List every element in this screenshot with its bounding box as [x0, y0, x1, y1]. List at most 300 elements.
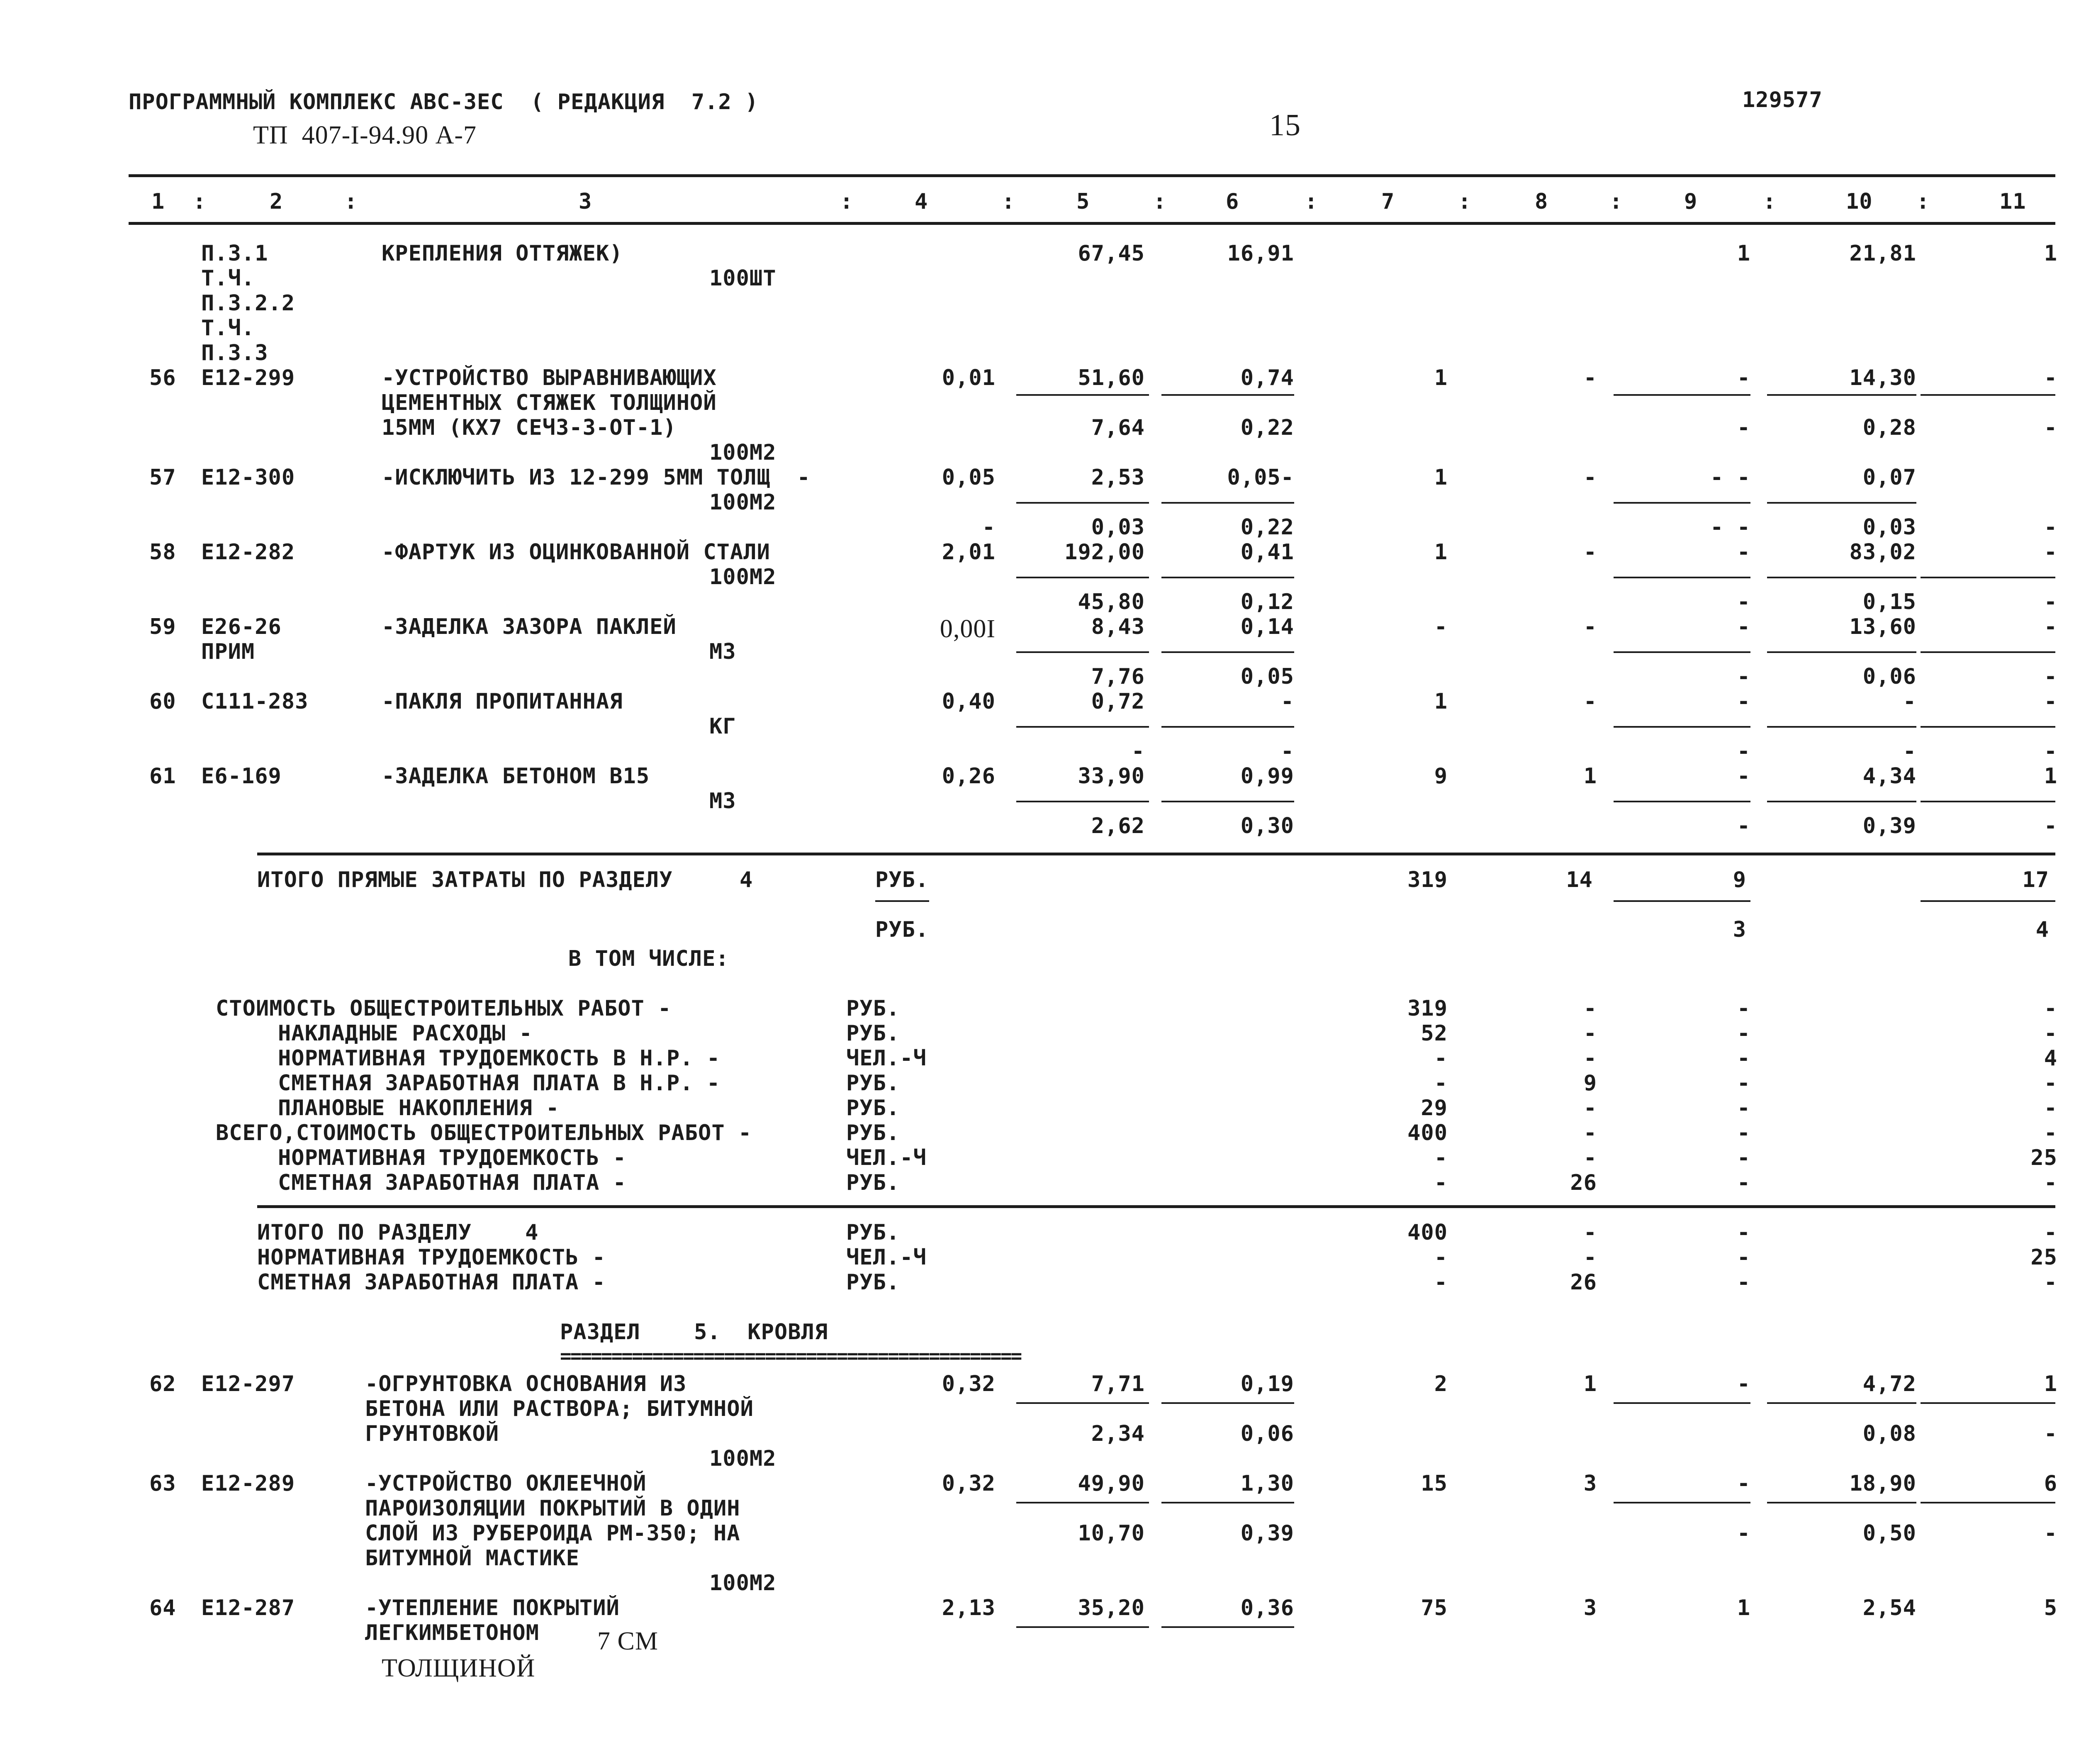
cell-underline: [1614, 1402, 1750, 1404]
table-cell-c9: -: [1737, 614, 1750, 639]
itogo-c8: 14: [1566, 867, 1593, 892]
summary-label: НАКЛАДНЫЕ РАСХОДЫ -: [278, 1021, 533, 1046]
column-separator: :: [1458, 189, 1472, 214]
final-c11: -: [2044, 1220, 2057, 1245]
table-cell-c8: -: [1583, 689, 1597, 714]
section5-cell-c10: 2,54: [1862, 1596, 1916, 1620]
cell-underline: [1161, 1626, 1294, 1628]
page-number: 15: [1269, 108, 1301, 142]
summary-label: НОРМАТИВНАЯ ТРУДОЕМКОСТЬ В Н.Р. -: [278, 1046, 721, 1071]
summary-c7: -: [1434, 1046, 1448, 1071]
table-cell-c11: -: [2044, 664, 2057, 689]
summary-c11: 25: [2030, 1145, 2057, 1170]
table-cell-c6: 0,05-: [1227, 465, 1294, 490]
table-cell-c6: 0,14: [1240, 614, 1294, 639]
table-cell-c10: 4,34: [1862, 764, 1916, 789]
column-header-2: 2: [270, 189, 283, 214]
table-cell-c10: 0,06: [1862, 664, 1916, 689]
summary-c7: 52: [1421, 1021, 1448, 1046]
table-cell-c2: Т.Ч.: [201, 316, 255, 341]
column-header-7: 7: [1381, 189, 1395, 214]
table-cell-c5: 8,43: [1091, 614, 1145, 639]
cell-underline: [1161, 726, 1294, 728]
table-cell-c8: -: [1583, 365, 1597, 390]
table-cell-c4: 0,05: [942, 465, 996, 490]
itogo-c11b: 4: [2035, 917, 2049, 942]
table-cell-c3: М3: [709, 789, 736, 814]
cell-underline: [1016, 1402, 1149, 1404]
table-cell-c5: 7,76: [1091, 664, 1145, 689]
column-separator: :: [1916, 189, 1930, 214]
summary-c11: -: [2044, 1121, 2057, 1145]
table-cell-c11: -: [2044, 365, 2057, 390]
section5-cell-c2: Е12-297: [201, 1372, 295, 1396]
table-cell-c3: -ЗАДЕЛКА БЕТОНОМ В15: [382, 764, 650, 789]
cell-underline: [1161, 801, 1294, 802]
section5-cell-c3: -УСТРОЙСТВО ОКЛЕЕЧНОЙ: [365, 1471, 647, 1496]
final-label: НОРМАТИВНАЯ ТРУДОЕМКОСТЬ -: [257, 1245, 606, 1270]
cell-underline: [1016, 801, 1149, 802]
cell-underline: [1921, 1402, 2055, 1404]
table-cell-c1: 59: [149, 614, 176, 639]
final-top-rule: [257, 1205, 2055, 1208]
table-cell-c9: -: [1737, 814, 1750, 838]
itogo-unit: РУБ.: [875, 867, 929, 892]
table-cell-c11: -: [2044, 814, 2057, 838]
program-title: ПРОГРАММНЫЙ КОМПЛЕКС АВС-ЗЕС ( РЕДАКЦИЯ 7.2 ): [129, 90, 759, 115]
final-c9: -: [1737, 1270, 1750, 1295]
cell-underline: [1016, 502, 1149, 504]
cell-underline: [1921, 1502, 2055, 1503]
summary-c7: 319: [1407, 996, 1448, 1021]
itogo-c7: 319: [1407, 867, 1448, 892]
cell-underline: [1161, 502, 1294, 504]
summary-c11: -: [2044, 996, 2057, 1021]
summary-c11: -: [2044, 1096, 2057, 1121]
cell-underline: [1614, 1502, 1750, 1503]
cell-underline: [1767, 801, 1916, 802]
cell-underline: [1767, 651, 1916, 653]
column-separator: :: [1763, 189, 1777, 214]
section5-cell-c6: 0,39: [1240, 1521, 1294, 1546]
section5-cell-c3: СЛОЙ ИЗ РУБЕРОИДА РМ-350; НА: [365, 1521, 740, 1546]
summary-c8: 26: [1570, 1170, 1597, 1195]
column-header-10: 10: [1846, 189, 1873, 214]
table-cell-c3: 100М2: [709, 440, 777, 465]
cell-underline: [1767, 1502, 1916, 1503]
table-cell-c2: П.3.2.2: [201, 291, 295, 316]
table-cell-c10: 0,15: [1862, 590, 1916, 614]
table-cell-c6: -: [1280, 739, 1294, 764]
summary-c9: -: [1737, 1096, 1750, 1121]
table-cell-c11: -: [2044, 590, 2057, 614]
summary-label: СМЕТНАЯ ЗАРАБОТНАЯ ПЛАТА В Н.Р. -: [278, 1071, 721, 1096]
top-rule: [129, 174, 2055, 177]
summary-unit: ЧЕЛ.-Ч: [846, 1145, 927, 1170]
summary-c9: -: [1737, 1071, 1750, 1096]
column-header-1: 1: [151, 189, 165, 214]
table-cell-c3: 15ММ (КХ7 СЕЧ3-3-ОТ-1): [382, 415, 677, 440]
cell-underline: [1016, 394, 1149, 396]
itogo-direct-costs: ИТОГО ПРЯМЫЕ ЗАТРАТЫ ПО РАЗДЕЛУ 4: [257, 867, 753, 892]
cell-underline: [1614, 801, 1750, 802]
final-c8: 26: [1570, 1270, 1597, 1295]
table-cell-c2: П.3.3: [201, 341, 268, 365]
summary-c11: -: [2044, 1021, 2057, 1046]
summary-unit: РУБ.: [846, 1121, 900, 1145]
table-cell-c3: 100М2: [709, 565, 777, 590]
table-cell-c9: 1: [1737, 241, 1750, 266]
cell-underline: [1614, 651, 1750, 653]
summary-c7: -: [1434, 1145, 1448, 1170]
section5-cell-c10: 0,50: [1862, 1521, 1916, 1546]
section5-cell-c5: 10,70: [1078, 1521, 1145, 1546]
section5-cell-c6: 0,19: [1240, 1372, 1294, 1396]
section5-cell-c10: 4,72: [1862, 1372, 1916, 1396]
summary-c7: 29: [1421, 1096, 1448, 1121]
summary-label: ВСЕГО,СТОИМОСТЬ ОБЩЕСТРОИТЕЛЬНЫХ РАБОТ -: [216, 1121, 752, 1145]
section5-cell-c2: Е12-289: [201, 1471, 295, 1496]
section5-cell-c2: Е12-287: [201, 1596, 295, 1620]
table-cell-c8: -: [1583, 540, 1597, 565]
summary-label: СМЕТНАЯ ЗАРАБОТНАЯ ПЛАТА -: [278, 1170, 626, 1195]
table-cell-c3: -ИСКЛЮЧИТЬ ИЗ 12-299 5ММ ТОЛЩ -: [382, 465, 811, 490]
column-header-6: 6: [1226, 189, 1239, 214]
cell-underline: [1016, 1502, 1149, 1503]
table-cell-c10: -: [1903, 739, 1916, 764]
table-cell-c11: 1: [2044, 764, 2057, 789]
table-cell-c2: Е26-26: [201, 614, 282, 639]
table-cell-c10: 13,60: [1849, 614, 1916, 639]
table-cell-c8: -: [1583, 465, 1597, 490]
section5-cell-c10: 0,08: [1862, 1421, 1916, 1446]
table-cell-c6: 0,74: [1240, 365, 1294, 390]
section5-cell-c3: ПАРОИЗОЛЯЦИИ ПОКРЫТИЙ В ОДИН: [365, 1496, 740, 1521]
final-c11: 25: [2030, 1245, 2057, 1270]
table-cell-c9: -: [1737, 365, 1750, 390]
summary-unit: РУБ.: [846, 996, 900, 1021]
cell-underline: [1016, 726, 1149, 728]
table-cell-c5: 2,53: [1091, 465, 1145, 490]
final-c7: -: [1434, 1270, 1448, 1295]
document-code: 129577: [1742, 88, 1823, 112]
section5-cell-c3: 100М2: [709, 1571, 777, 1596]
table-cell-c10: 83,02: [1849, 540, 1916, 565]
column-header-11: 11: [1999, 189, 2026, 214]
summary-c9: -: [1737, 1121, 1750, 1145]
table-cell-c4: 0,40: [942, 689, 996, 714]
table-cell-c6: 0,05: [1240, 664, 1294, 689]
column-header-4: 4: [915, 189, 928, 214]
final-label: СМЕТНАЯ ЗАРАБОТНАЯ ПЛАТА -: [257, 1270, 606, 1295]
table-cell-c2: Т.Ч.: [201, 266, 255, 291]
section5-cell-c3: ГРУНТОВКОЙ: [365, 1421, 499, 1446]
table-cell-c4: 2,01: [942, 540, 996, 565]
table-cell-c1: 56: [149, 365, 176, 390]
summary-c8: 9: [1583, 1071, 1597, 1096]
cell-underline: [1921, 577, 2055, 578]
cell-underline: [1614, 577, 1750, 578]
table-cell-c7: 1: [1434, 540, 1448, 565]
table-cell-c1: 60: [149, 689, 176, 714]
table-cell-c10: 0,28: [1862, 415, 1916, 440]
summary-c9: -: [1737, 1046, 1750, 1071]
section5-cell-c3: БЕТОНА ИЛИ РАСТВОРА; БИТУМНОЙ: [365, 1396, 754, 1421]
section5-cell-c7: 15: [1421, 1471, 1448, 1496]
column-header-5: 5: [1076, 189, 1090, 214]
column-header-8: 8: [1535, 189, 1548, 214]
cell-underline: [1921, 651, 2055, 653]
section5-cell-c11: -: [2044, 1521, 2057, 1546]
cell-underline: [1016, 651, 1149, 653]
summary-c8: -: [1583, 1021, 1597, 1046]
section5-cell-c4: 2,13: [942, 1596, 996, 1620]
section5-cell-c11: -: [2044, 1421, 2057, 1446]
table-cell-c5: 67,45: [1078, 241, 1145, 266]
final-label: ИТОГО ПО РАЗДЕЛУ 4: [257, 1220, 539, 1245]
section5-cell-c8: 1: [1583, 1372, 1597, 1396]
table-cell-c10: 0,39: [1862, 814, 1916, 838]
table-cell-c4: 0,00I: [940, 615, 996, 643]
summary-c11: -: [2044, 1071, 2057, 1096]
table-cell-c5: 45,80: [1078, 590, 1145, 614]
section5-underline: =============================================: [560, 1345, 1021, 1367]
table-cell-c6: 0,41: [1240, 540, 1294, 565]
table-cell-c2: П.3.1: [201, 241, 268, 266]
itogo-c9: 9: [1733, 867, 1746, 892]
table-cell-c5: 0,03: [1091, 515, 1145, 540]
summary-unit: ЧЕЛ.-Ч: [846, 1046, 927, 1071]
table-cell-c11: 1: [2044, 241, 2057, 266]
section5-cell-c1: 62: [149, 1372, 176, 1396]
table-cell-c2: Е6-169: [201, 764, 282, 789]
itogo-c11: 17: [2022, 867, 2049, 892]
column-separator: :: [1609, 189, 1623, 214]
section5-cell-c4: 0,32: [942, 1372, 996, 1396]
handwritten-thickness: ТОЛЩИНОЙ: [382, 1654, 536, 1682]
summary-unit: РУБ.: [846, 1021, 900, 1046]
section5-cell-c7: 75: [1421, 1596, 1448, 1620]
section5-cell-c3: -УТЕПЛЕНИЕ ПОКРЫТИЙ: [365, 1596, 620, 1620]
table-cell-c10: 21,81: [1849, 241, 1916, 266]
column-separator: :: [840, 189, 854, 214]
table-cell-c11: -: [2044, 689, 2057, 714]
table-cell-c4: -: [982, 515, 996, 540]
table-cell-c3: 100ШТ: [709, 266, 777, 291]
final-c11: -: [2044, 1270, 2057, 1295]
cell-underline: [1614, 394, 1750, 396]
section5-cell-c3: 100М2: [709, 1446, 777, 1471]
section5-title: РАЗДЕЛ 5. КРОВЛЯ: [560, 1320, 828, 1345]
summary-c8: -: [1583, 1096, 1597, 1121]
final-unit: РУБ.: [846, 1220, 900, 1245]
table-cell-c11: -: [2044, 614, 2057, 639]
cell-underline: [1016, 1626, 1149, 1628]
cell-underline: [1767, 394, 1916, 396]
table-cell-c8: 1: [1583, 764, 1597, 789]
table-cell-c9: -: [1737, 590, 1750, 614]
table-cell-c6: 0,12: [1240, 590, 1294, 614]
summary-c8: -: [1583, 1145, 1597, 1170]
cell-underline: [1614, 726, 1750, 728]
cell-underline: [1767, 577, 1916, 578]
summary-c8: -: [1583, 1046, 1597, 1071]
table-cell-c3: КРЕПЛЕНИЯ ОТТЯЖЕК): [382, 241, 623, 266]
table-cell-c11: -: [2044, 540, 2057, 565]
section5-cell-c6: 0,36: [1240, 1596, 1294, 1620]
table-cell-c11: -: [2044, 515, 2057, 540]
summary-label: ПЛАНОВЫЕ НАКОПЛЕНИЯ -: [278, 1096, 560, 1121]
table-cell-c2: Е12-300: [201, 465, 295, 490]
table-cell-c9: -: [1737, 540, 1750, 565]
cell-underline: [1161, 1402, 1294, 1404]
table-cell-c2: ПРИМ: [201, 639, 255, 664]
cell-underline: [1767, 726, 1916, 728]
table-cell-c10: 0,07: [1862, 465, 1916, 490]
section5-cell-c11: 5: [2044, 1596, 2057, 1620]
summary-unit: РУБ.: [846, 1071, 900, 1096]
table-cell-c2: С111-283: [201, 689, 309, 714]
column-header-3: 3: [579, 189, 592, 214]
table-cell-c3: -УСТРОЙСТВО ВЫРАВНИВАЮЩИХ: [382, 365, 717, 390]
section5-cell-c5: 35,20: [1078, 1596, 1145, 1620]
final-c9: -: [1737, 1245, 1750, 1270]
section5-cell-c9: -: [1737, 1471, 1750, 1496]
header-bottom-rule: [129, 222, 2055, 225]
table-cell-c6: 0,30: [1240, 814, 1294, 838]
table-cell-c7: 1: [1434, 465, 1448, 490]
section5-cell-c9: -: [1737, 1521, 1750, 1546]
itogo-c11-rule: [1921, 900, 2055, 902]
section5-cell-c5: 2,34: [1091, 1421, 1145, 1446]
table-cell-c6: 16,91: [1227, 241, 1294, 266]
table-cell-c3: -ЗАДЕЛКА ЗАЗОРА ПАКЛЕЙ: [382, 614, 677, 639]
cell-underline: [1614, 502, 1750, 504]
final-c7: -: [1434, 1245, 1448, 1270]
table-cell-c10: -: [1903, 689, 1916, 714]
section5-cell-c1: 64: [149, 1596, 176, 1620]
column-separator: :: [1305, 189, 1318, 214]
table-cell-c5: 0,72: [1091, 689, 1145, 714]
project-code: ТП 407-I-94.90 А-7: [253, 121, 477, 149]
table-cell-c4: 0,01: [942, 365, 996, 390]
summary-top-rule: [257, 853, 2055, 855]
table-cell-c5: 192,00: [1064, 540, 1145, 565]
table-cell-c9: -: [1737, 664, 1750, 689]
table-cell-c7: 1: [1434, 689, 1448, 714]
table-cell-c10: 0,03: [1862, 515, 1916, 540]
summary-c9: -: [1737, 1145, 1750, 1170]
table-cell-c9: -: [1737, 739, 1750, 764]
summary-c7: -: [1434, 1170, 1448, 1195]
summary-c11: -: [2044, 1170, 2057, 1195]
table-cell-c3: ЦЕМЕНТНЫХ СТЯЖЕК ТОЛЩИНОЙ: [382, 390, 717, 415]
table-cell-c9: -: [1737, 415, 1750, 440]
table-cell-c9: -: [1737, 689, 1750, 714]
table-cell-c5: 2,62: [1091, 814, 1145, 838]
cell-underline: [1921, 726, 2055, 728]
table-cell-c5: -: [1131, 739, 1145, 764]
table-cell-c9: - -: [1710, 465, 1750, 490]
final-c9: -: [1737, 1220, 1750, 1245]
final-unit: РУБ.: [846, 1270, 900, 1295]
table-cell-c6: -: [1280, 689, 1294, 714]
column-header-9: 9: [1684, 189, 1698, 214]
table-cell-c3: -ПАКЛЯ ПРОПИТАННАЯ: [382, 689, 623, 714]
summary-unit: РУБ.: [846, 1096, 900, 1121]
summary-c8: -: [1583, 1121, 1597, 1145]
section5-cell-c11: 1: [2044, 1372, 2057, 1396]
section5-cell-c10: 18,90: [1849, 1471, 1916, 1496]
table-cell-c5: 33,90: [1078, 764, 1145, 789]
section5-cell-c6: 1,30: [1240, 1471, 1294, 1496]
table-cell-c1: 58: [149, 540, 176, 565]
summary-unit: РУБ.: [846, 1170, 900, 1195]
vtom-chisle: В ТОМ ЧИСЛЕ:: [568, 946, 729, 971]
section5-cell-c1: 63: [149, 1471, 176, 1496]
summary-c7: -: [1434, 1071, 1448, 1096]
section5-cell-c5: 49,90: [1078, 1471, 1145, 1496]
table-cell-c11: -: [2044, 739, 2057, 764]
section5-cell-c11: 6: [2044, 1471, 2057, 1496]
summary-c7: 400: [1407, 1121, 1448, 1145]
section5-cell-c8: 3: [1583, 1596, 1597, 1620]
table-cell-c9: -: [1737, 764, 1750, 789]
cell-underline: [1161, 651, 1294, 653]
table-cell-c3: -ФАРТУК ИЗ ОЦИНКОВАННОЙ СТАЛИ: [382, 540, 770, 565]
column-separator: :: [193, 189, 207, 214]
table-cell-c6: 0,99: [1240, 764, 1294, 789]
cell-underline: [1921, 394, 2055, 396]
table-cell-c7: -: [1434, 614, 1448, 639]
table-cell-c3: 100М2: [709, 490, 777, 515]
handwritten-7cm: 7 СМ: [597, 1627, 658, 1655]
final-c7: 400: [1407, 1220, 1448, 1245]
section5-cell-c8: 3: [1583, 1471, 1597, 1496]
cell-underline: [1161, 577, 1294, 578]
table-cell-c1: 57: [149, 465, 176, 490]
table-cell-c5: 51,60: [1078, 365, 1145, 390]
cell-underline: [1016, 577, 1149, 578]
summary-c8: -: [1583, 996, 1597, 1021]
summary-c9: -: [1737, 996, 1750, 1021]
table-cell-c9: - -: [1710, 515, 1750, 540]
table-cell-c8: -: [1583, 614, 1597, 639]
table-cell-c5: 7,64: [1091, 415, 1145, 440]
section5-cell-c7: 2: [1434, 1372, 1448, 1396]
table-cell-c3: М3: [709, 639, 736, 664]
table-cell-c11: -: [2044, 415, 2057, 440]
summary-c9: -: [1737, 1021, 1750, 1046]
section5-cell-c3: ЛЕГКИМБЕТОНОМ: [365, 1620, 539, 1645]
summary-c11: 4: [2044, 1046, 2057, 1071]
section5-cell-c5: 7,71: [1091, 1372, 1145, 1396]
itogo-c9-rule: [1614, 900, 1750, 902]
cell-underline: [1921, 801, 2055, 802]
cell-underline: [1767, 1402, 1916, 1404]
summary-label: НОРМАТИВНАЯ ТРУДОЕМКОСТЬ -: [278, 1145, 626, 1170]
cell-underline: [1767, 502, 1916, 504]
summary-label: СТОИМОСТЬ ОБЩЕСТРОИТЕЛЬНЫХ РАБОТ -: [216, 996, 672, 1021]
table-cell-c6: 0,22: [1240, 515, 1294, 540]
final-unit: ЧЕЛ.-Ч: [846, 1245, 927, 1270]
table-cell-c6: 0,22: [1240, 415, 1294, 440]
table-cell-c7: 1: [1434, 365, 1448, 390]
table-cell-c7: 9: [1434, 764, 1448, 789]
table-cell-c10: 14,30: [1849, 365, 1916, 390]
cell-underline: [1161, 394, 1294, 396]
itogo-unit-rule: [875, 900, 929, 902]
